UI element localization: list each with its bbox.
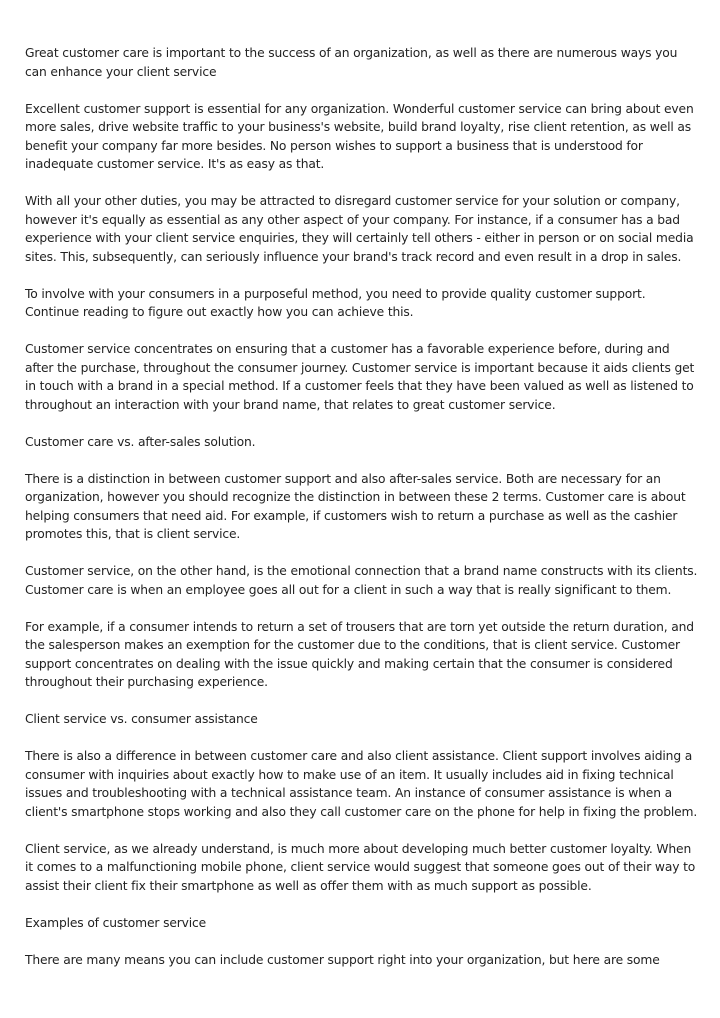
section-heading-consumer-assistance: Client service vs. consumer assistance xyxy=(25,712,258,726)
section-heading-after-sales: Customer care vs. after-sales solution. xyxy=(25,434,256,449)
paragraph-engage-consumers: To involve with your consumers in a purposeful method, you need to provide quality customer support. Continue reading to figure out exactly how you can achieve this. xyxy=(25,286,646,319)
document-page xyxy=(25,44,701,988)
paragraph-service-concentrates: Customer service concentrates on ensuring that a customer has a favorable experience before, during and after the purchase, throughout the consumer journey. Customer service is important because it aids clients get in touch with a brand in a special method. If a customer feels that they have been valued as well as listened to throughout an interaction with your brand name, that relates to great customer service. xyxy=(25,342,695,412)
paragraph-distinction: There is a distinction in between customer support and also after-sales service. Both are necessary for an organization, however you should recognize the distinction in between these 2 terms. Customer care is about helping consumers that need aid. For example, if customers wish to return a purchase as well as the cashier promotes this, that is client service. xyxy=(25,471,686,541)
paragraph-customer-loyalty: Client service, as we already understand, is much more about developing much better customer loyalty. When it comes to a malfunctioning mobile phone, client service would suggest that someone goes out of their way to assist their client fix their smartphone as well as offer them with as much support as possible. xyxy=(25,841,696,893)
paragraph-many-means: There are many means you can include customer support right into your organization, but here are some xyxy=(25,952,660,967)
paragraph-excellent-support: Excellent customer support is essential for any organization. Wonderful customer service can bring about even more sales, drive website traffic to your business's website, build brand loyalty, rise client retention, as well as benefit your company far more besides. No person wishes to support a business that is understood for inadequate customer service. It's as easy as that. xyxy=(25,101,694,171)
paragraph-client-assistance: There is also a difference in between customer care and also client assistance. Client support involves aiding a consumer with inquiries about exactly how to make use of an item. It usually includes aid in fixing technical issues and troubleshooting with a technical assistance team. An instance of consumer assistance is when a client's smartphone stops working and also they call customer care on the phone for help in fixing the problem. xyxy=(25,749,698,819)
paragraph-emotional-connection: Customer service, on the other hand, is the emotional connection that a brand name constructs with its clients. Customer care is when an employee goes all out for a client in such a way that is really significant to them. xyxy=(25,564,698,597)
paragraph-intro: Great customer care is important to the success of an organization, as well as there are numerous ways you can enhance your client service xyxy=(25,46,678,79)
section-heading-examples: Examples of customer service xyxy=(25,915,207,930)
paragraph-trousers-example: For example, if a consumer intends to return a set of trousers that are torn yet outside the return duration, and the salesperson makes an exemption for the customer due to the conditions, that is client service. Customer support concentrates on dealing with the issue quickly and making certain that the consumer is considered throughout their purchasing experience. xyxy=(25,619,694,689)
paragraph-other-duties: With all your other duties, you may be attracted to disregard customer service for your solution or company, however it's equally as essential as any other aspect of your company. For instance, if a consumer has a bad experience with your client service enquiries, they will certainly tell others - either in person or on social media sites. This, subsequently, can seriously influence your brand's track record and even result in a drop in sales. xyxy=(25,194,694,264)
